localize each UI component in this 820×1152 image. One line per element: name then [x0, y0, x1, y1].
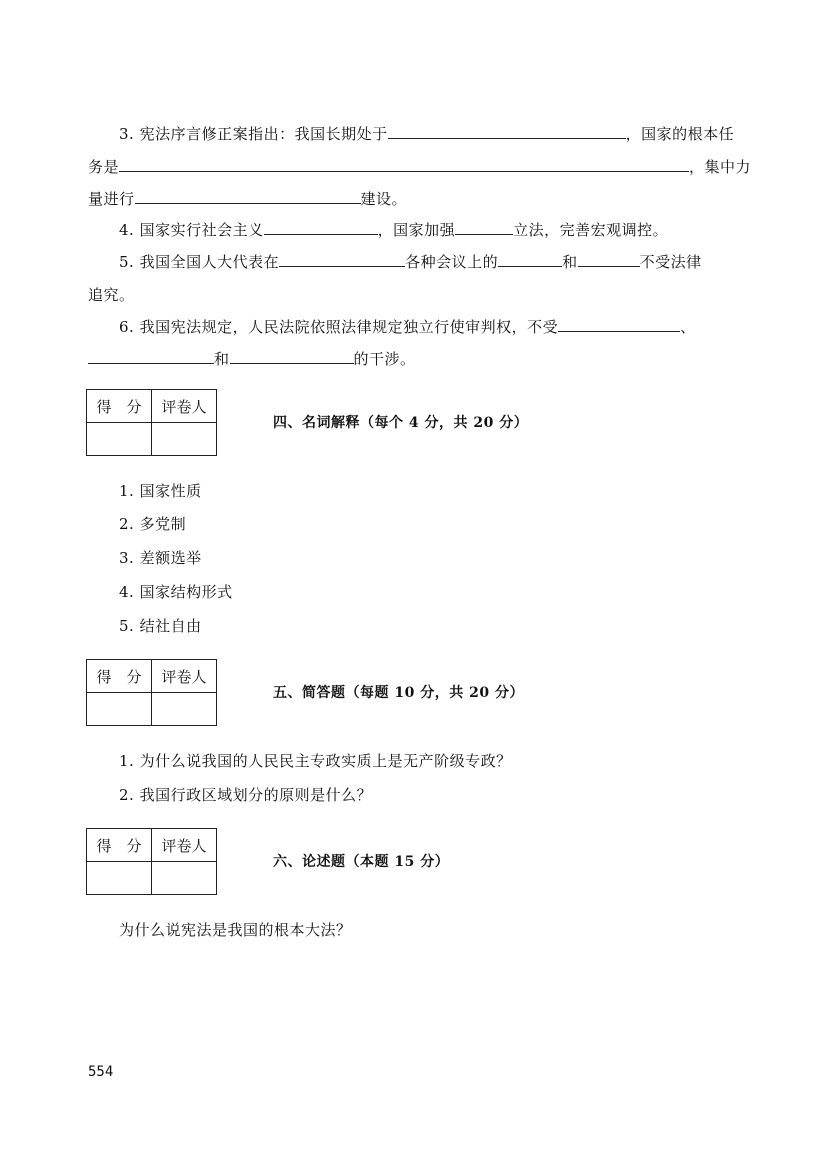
score-cell[interactable]: [87, 423, 152, 456]
q5-blank-3[interactable]: [578, 252, 640, 267]
q6-text-c: 和: [214, 350, 230, 368]
grader-cell[interactable]: [152, 693, 217, 726]
q6-line2: [88, 349, 416, 369]
score-box-section6: [86, 828, 217, 895]
q6-text-d: 的干涉。: [353, 350, 416, 368]
q4-text-c: 立法，完善宏观调控。: [513, 221, 669, 239]
q3-blank-1[interactable]: [388, 124, 626, 139]
q6-blank-2[interactable]: [88, 349, 214, 364]
q6-blank-3[interactable]: [230, 349, 354, 364]
q3-line3: [88, 189, 407, 209]
q3-text-d: ，集中力: [689, 158, 752, 176]
score-box-section5: [86, 659, 217, 726]
grader-header: 评卷人: [152, 660, 217, 693]
section6-title: 六、论述题（本题 15 分）: [273, 854, 450, 870]
section4-item-2: 2. 多党制: [119, 515, 187, 533]
q6-text-b: 、: [680, 318, 696, 336]
q3-text-b: ，国家的根本任: [625, 125, 735, 143]
q5-text-e: 追究。: [88, 286, 135, 304]
section5-item-1: 1. 为什么说我国的人民民主专政实质上是无产阶级专政？: [119, 752, 512, 770]
q6-line1: [119, 317, 696, 337]
q3-line2: [88, 157, 751, 177]
section4-item-5: 5. 结社自由: [119, 617, 202, 635]
grader-header: 评卷人: [152, 390, 217, 423]
section4-title: 四、名词解释（每个 4 分，共 20 分）: [273, 415, 529, 431]
section5-item-2: 2. 我国行政区域划分的原则是什么？: [119, 786, 373, 804]
q3-line1: [119, 124, 734, 144]
score-cell[interactable]: [87, 693, 152, 726]
score-header: 得 分: [87, 660, 152, 693]
q5-line1: [119, 252, 702, 272]
q3-text-c: 务是: [88, 158, 120, 176]
q5-blank-2[interactable]: [498, 252, 562, 267]
score-header: 得 分: [87, 829, 152, 862]
q3-blank-3[interactable]: [135, 189, 361, 204]
q5-text-d: 不受法律: [639, 253, 702, 271]
q5-text-a: 5. 我国全国人大代表在: [119, 253, 280, 271]
score-header: 得 分: [87, 390, 152, 423]
grader-header: 评卷人: [152, 829, 217, 862]
page-number: 554: [88, 1064, 114, 1080]
q4-blank-1[interactable]: [264, 220, 378, 235]
q5-line2: [88, 285, 135, 305]
q5-text-c: 和: [562, 253, 578, 271]
q3-blank-2[interactable]: [119, 157, 689, 172]
score-cell[interactable]: [87, 862, 152, 895]
q3-text-e: 量进行: [88, 190, 135, 208]
section5-title: 五、简答题（每题 10 分，共 20 分）: [273, 685, 524, 701]
section4-item-4: 4. 国家结构形式: [119, 583, 233, 601]
q4-text-b: ，国家加强: [377, 221, 456, 239]
grader-cell[interactable]: [152, 423, 217, 456]
q6-blank-1[interactable]: [558, 317, 680, 332]
section4-item-3: 3. 差额选举: [119, 549, 202, 567]
q4-blank-2[interactable]: [455, 220, 513, 235]
grader-cell[interactable]: [152, 862, 217, 895]
q5-blank-1[interactable]: [279, 252, 405, 267]
section4-item-1: 1. 国家性质: [119, 482, 202, 500]
score-box-section4: [86, 389, 217, 456]
section6-question: 为什么说宪法是我国的根本大法？: [119, 921, 352, 939]
q5-text-b: 各种会议上的: [405, 253, 499, 271]
q3-text-f: 建设。: [360, 190, 408, 208]
q4-text-a: 4. 国家实行社会主义: [119, 221, 264, 239]
q3-text-a: 3. 宪法序言修正案指出：我国长期处于: [119, 125, 388, 143]
q4-line: [119, 220, 668, 240]
q6-text-a: 6. 我国宪法规定，人民法院依照法律规定独立行使审判权，不受: [119, 318, 559, 336]
